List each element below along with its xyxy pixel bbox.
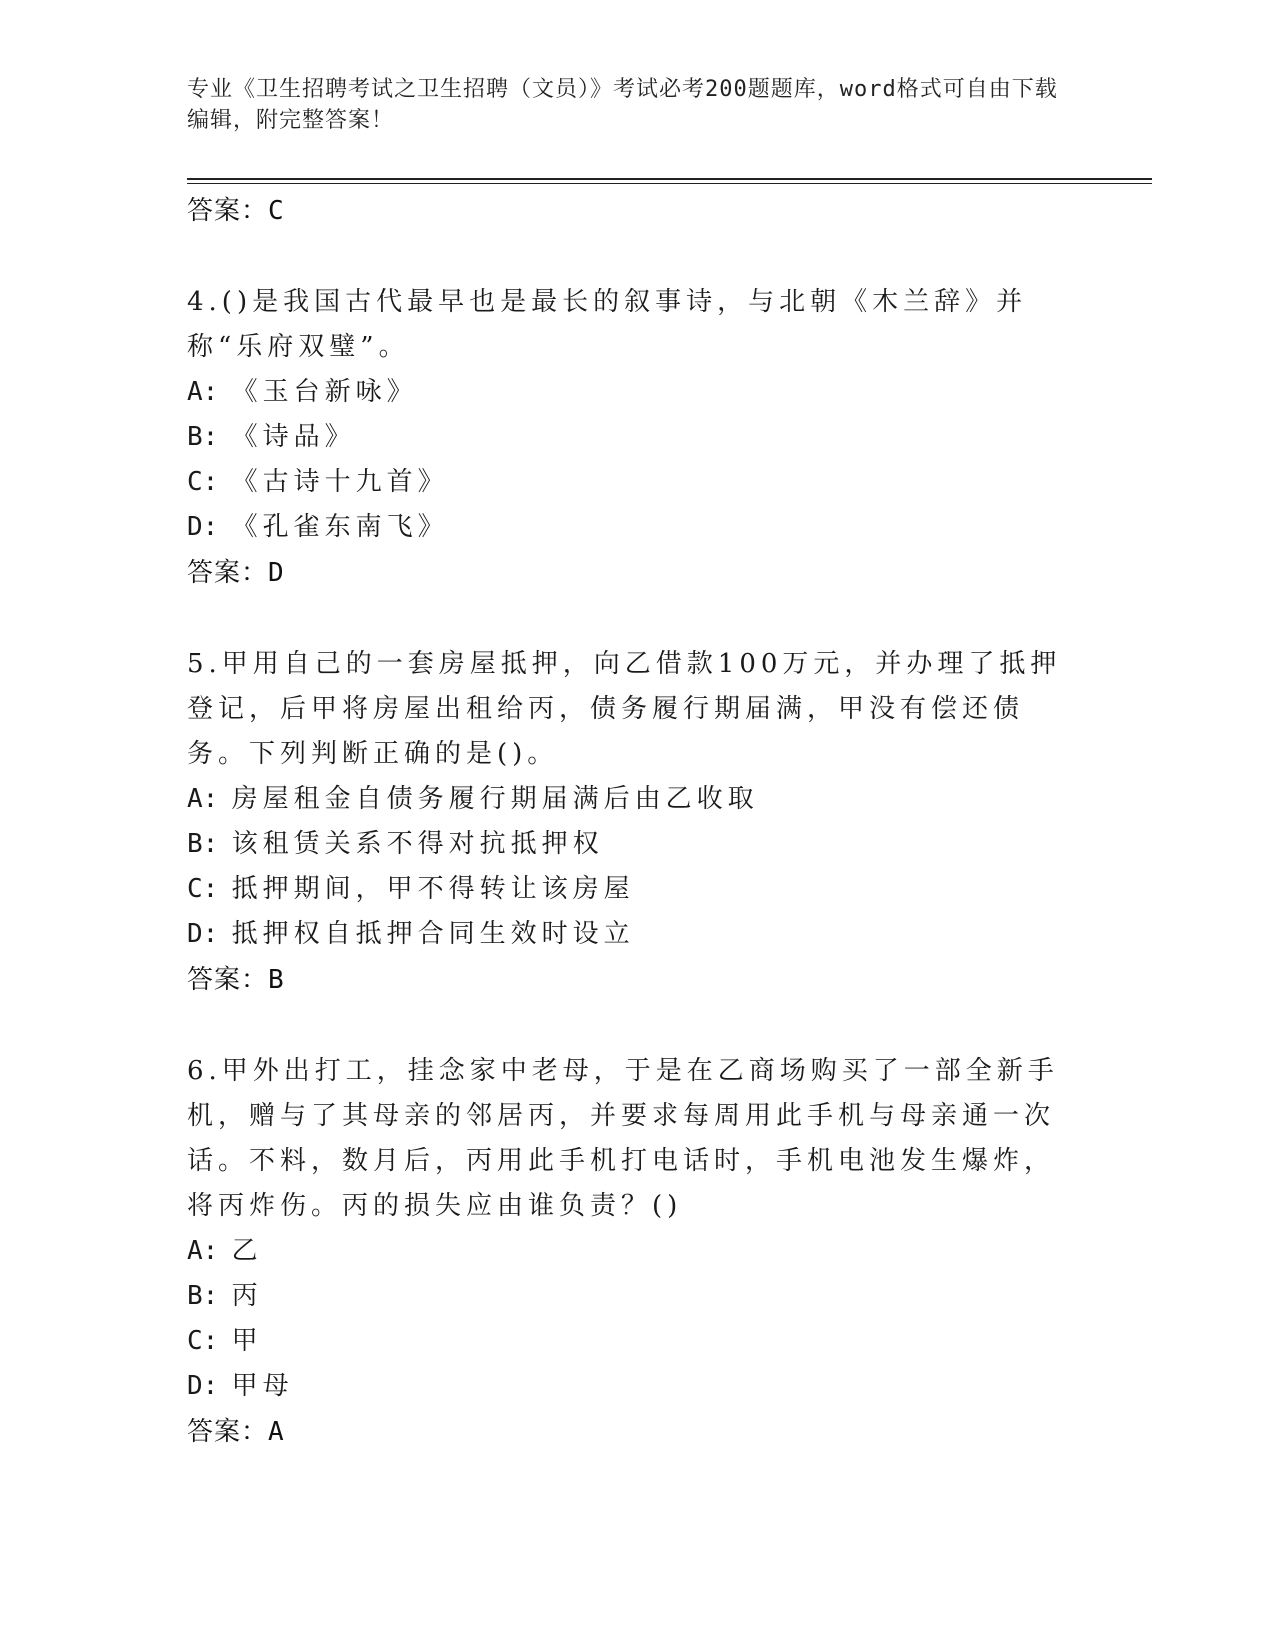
option-text: 《古诗十九首》 <box>231 467 449 497</box>
question-stem: 5.甲用自己的一套房屋抵押，向乙借款100万元，并办理了抵押登记，后甲将房屋出租给丙，债务履行期届满，甲没有偿还债务。下列判断正确的是()。 <box>187 649 1062 769</box>
option-text: 《诗品》 <box>231 422 356 452</box>
option-d <box>187 1364 1067 1409</box>
question-stem: 4.()是我国古代最早也是最长的叙事诗，与北朝《木兰辞》并称“乐府双璧”。 <box>187 287 1028 362</box>
option-a <box>187 777 1067 822</box>
option-text: 《玉台新咏》 <box>231 377 418 407</box>
option-text: 该租赁关系不得对抗抵押权 <box>231 829 604 859</box>
option-text: 房屋租金自债务履行期届满后由乙收取 <box>231 784 759 814</box>
option-text: 抵押权自抵押合同生效时设立 <box>231 919 635 949</box>
answer-line: 答案：B <box>187 965 285 995</box>
option-key: A: <box>187 1236 219 1266</box>
option-text: 丙 <box>231 1281 263 1311</box>
option-text: 甲母 <box>231 1371 294 1401</box>
answer-line: 答案：D <box>187 558 285 588</box>
option-key: A: <box>187 784 219 814</box>
option-b <box>187 822 1067 867</box>
option-key: B: <box>187 1281 219 1311</box>
option-c <box>187 460 1067 505</box>
answer-line: 答案：A <box>187 1417 285 1447</box>
question-stem: 6.甲外出打工，挂念家中老母，于是在乙商场购买了一部全新手机，赠与了其母亲的邻居丙，并要求每周用此手机与母亲通一次话。不料，数月后，丙用此手机打电话时，手机电池发生爆炸，将丙炸伤。丙的损失应由谁负责？() <box>187 1056 1059 1221</box>
option-key: B: <box>187 829 219 859</box>
spacer <box>187 596 1067 642</box>
option-key: B: <box>187 422 219 452</box>
option-d <box>187 505 1067 550</box>
question-list <box>187 188 1067 1455</box>
question-block <box>187 1049 1067 1455</box>
option-text: 抵押期间，甲不得转让该房屋 <box>231 874 635 904</box>
option-key: A: <box>187 377 219 407</box>
header-divider-thin <box>187 183 1152 184</box>
option-b <box>187 1274 1067 1319</box>
option-key: D: <box>187 1371 219 1401</box>
option-d <box>187 912 1067 957</box>
option-c <box>187 1319 1067 1364</box>
option-key: C: <box>187 1326 219 1356</box>
answer-line: 答案：C <box>187 196 285 226</box>
question-block <box>187 642 1067 1003</box>
option-a <box>187 370 1067 415</box>
option-text: 甲 <box>231 1326 263 1356</box>
option-key: C: <box>187 467 219 497</box>
spacer <box>187 234 1067 280</box>
option-text: 乙 <box>231 1236 263 1266</box>
question-block <box>187 280 1067 596</box>
option-key: D: <box>187 512 219 542</box>
spacer <box>187 1003 1067 1049</box>
header-divider-thick <box>187 178 1152 180</box>
option-text: 《孔雀东南飞》 <box>231 512 449 542</box>
document-header: 专业《卫生招聘考试之卫生招聘（文员）》考试必考200题题库，word格式可自由下载编辑，附完整答案！ <box>187 77 1058 133</box>
option-key: D: <box>187 919 219 949</box>
option-a <box>187 1229 1067 1274</box>
option-c <box>187 867 1067 912</box>
option-b <box>187 415 1067 460</box>
option-key: C: <box>187 874 219 904</box>
